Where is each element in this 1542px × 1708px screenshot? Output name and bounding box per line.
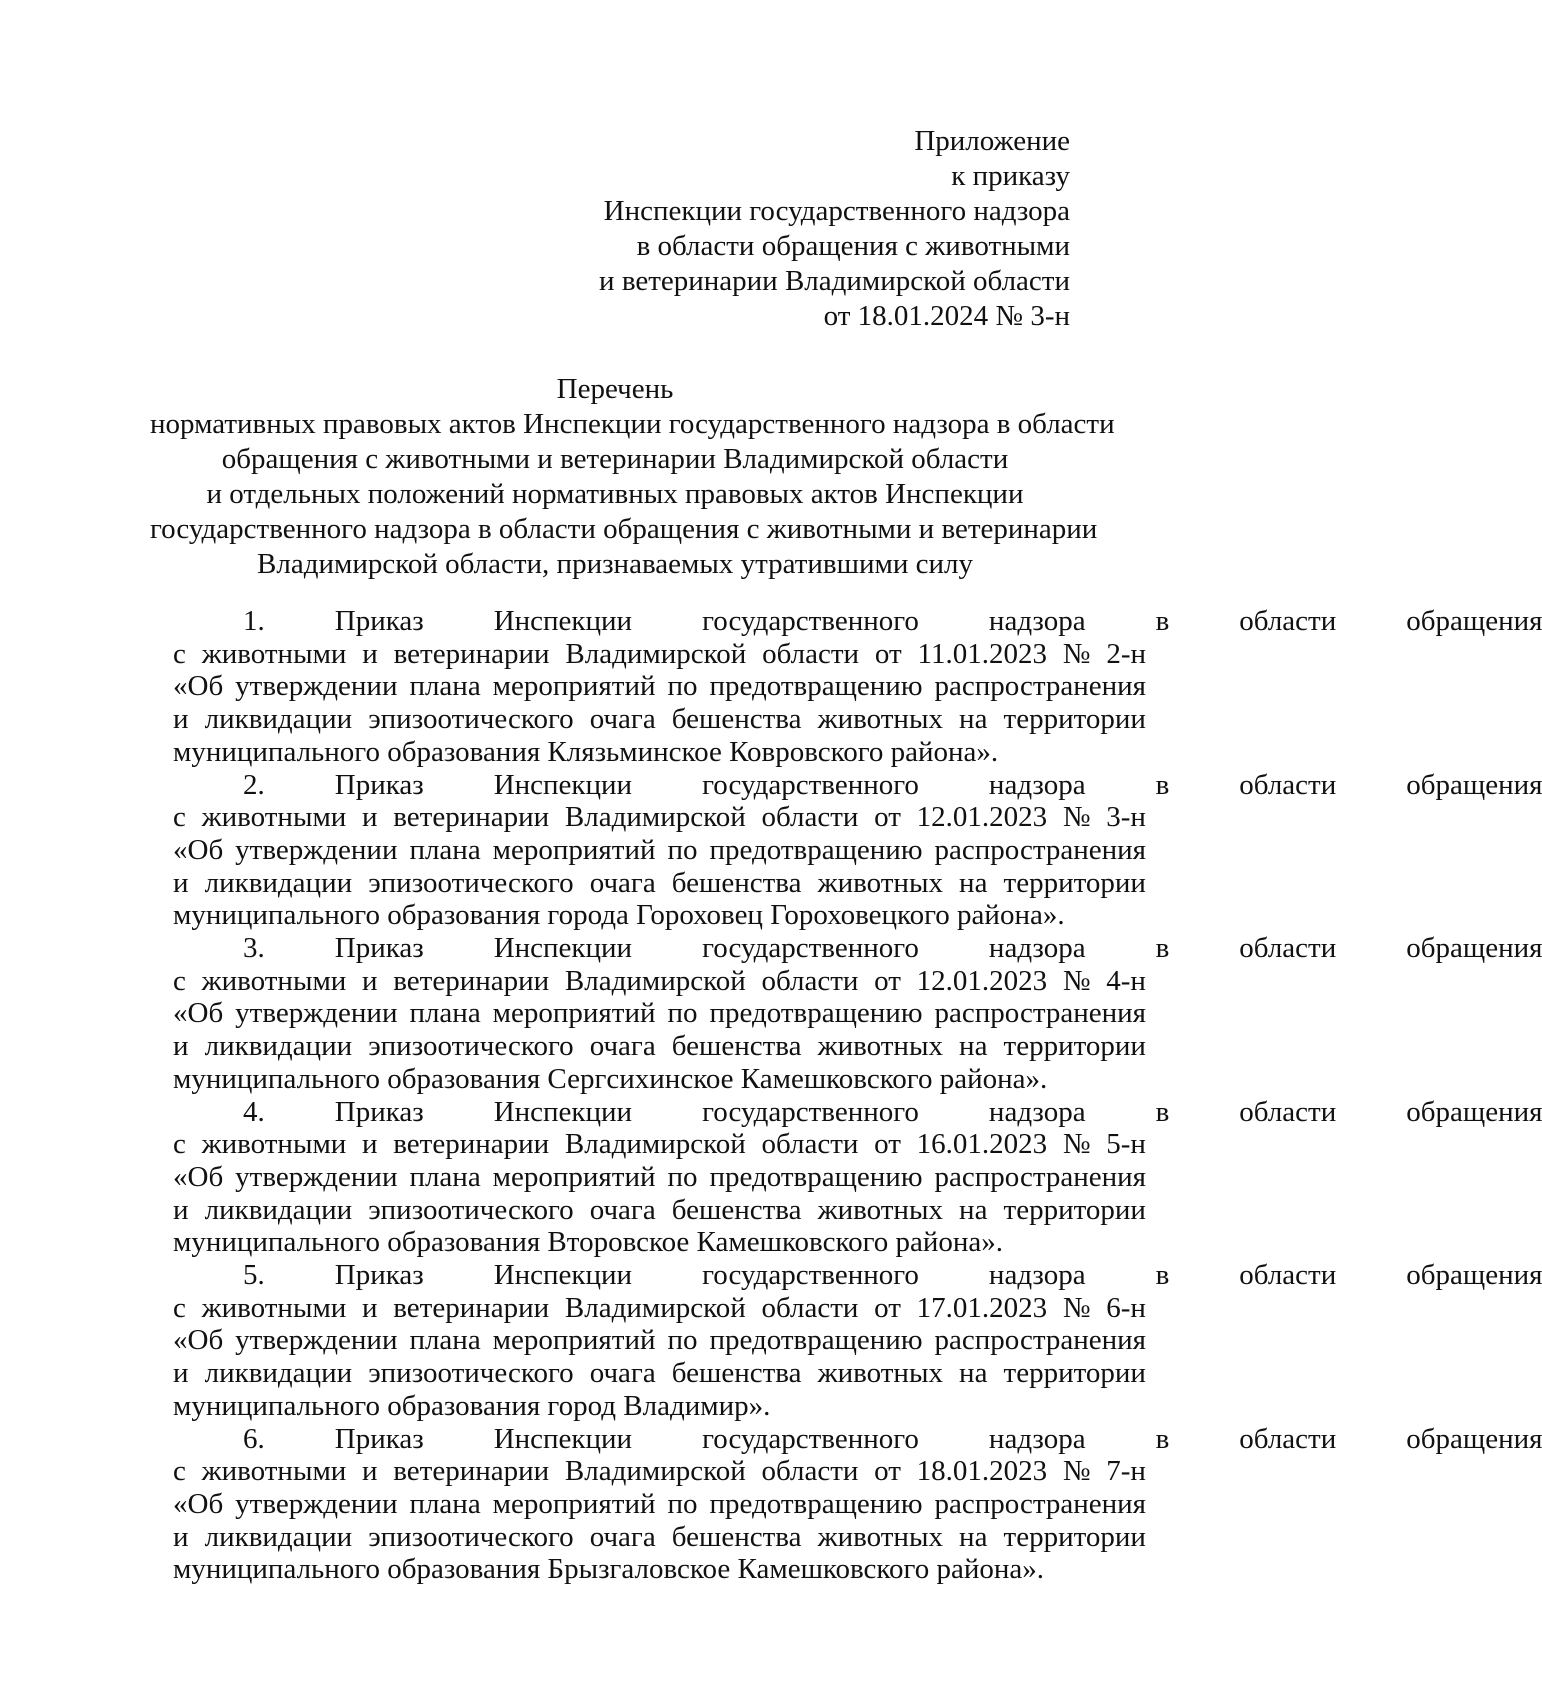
appendix-line: к приказу	[951, 160, 1070, 192]
document-title	[150, 372, 1115, 582]
item-line: и ликвидации эпизоотического очага бешенства животных на территории	[173, 1193, 1146, 1226]
item-line: и ликвидации эпизоотического очага бешенства животных на территории	[173, 703, 1146, 736]
item-line: 5. Приказ Инспекции государственного надзора в области обращения	[243, 1259, 1542, 1292]
appendix-line: Инспекции государственного надзора	[603, 195, 1070, 227]
title-line: и отдельных положений нормативных правовых актов Инспекции	[206, 478, 1024, 510]
list-of-acts	[173, 605, 1542, 1586]
item-line: 4. Приказ Инспекции государственного надзора в области обращения	[243, 1095, 1542, 1128]
list-item	[173, 1259, 1542, 1423]
item-line: 6. Приказ Инспекции государственного надзора в области обращения	[243, 1422, 1542, 1455]
item-line: с животными и ветеринарии Владимирской области от 16.01.2023 № 5-н	[173, 1128, 1146, 1161]
item-line: муниципального образования Клязьминское Ковровского района».	[173, 735, 999, 768]
appendix-line: Приложение	[914, 125, 1070, 157]
item-line: «Об утверждении плана мероприятий по предотвращению распространения	[173, 1487, 1146, 1520]
item-line: муниципального образования Второвское Камешковского района».	[173, 1226, 1004, 1259]
item-line: с животными и ветеринарии Владимирской области от 18.01.2023 № 7-н	[173, 1455, 1146, 1488]
title-line: нормативных правовых актов Инспекции государственного надзора в области	[150, 408, 1115, 440]
list-item	[173, 932, 1542, 1096]
item-line: «Об утверждении плана мероприятий по предотвращению распространения	[173, 833, 1146, 866]
appendix-line: в области обращения с животными	[636, 230, 1070, 262]
title-line: Перечень	[556, 373, 674, 405]
item-line: муниципального образования город Владимир».	[173, 1389, 771, 1422]
item-line: и ликвидации эпизоотического очага бешенства животных на территории	[173, 1030, 1146, 1063]
list-item	[173, 605, 1542, 769]
item-line: с животными и ветеринарии Владимирской области от 17.01.2023 № 6-н	[173, 1291, 1146, 1324]
title-line: государственного надзора в области обращения с животными и ветеринарии	[150, 513, 1098, 545]
item-line: «Об утверждении плана мероприятий по предотвращению распространения	[173, 1324, 1146, 1357]
item-line: «Об утверждении плана мероприятий по предотвращению распространения	[173, 670, 1146, 703]
list-item	[173, 1422, 1542, 1587]
list-item	[173, 1095, 1542, 1260]
appendix-line: от 18.01.2024 № 3-н	[823, 300, 1070, 332]
appendix-line: и ветеринарии Владимирской области	[599, 265, 1070, 297]
item-line: 3. Приказ Инспекции государственного надзора в области обращения	[243, 932, 1542, 965]
title-line: обращения с животными и ветеринарии Владимирской области	[221, 443, 1009, 475]
title-line: Владимирской области, признаваемых утратившими силу	[257, 548, 973, 580]
item-line: «Об утверждении плана мероприятий по предотвращению распространения	[173, 997, 1146, 1030]
item-line: «Об утверждении плана мероприятий по предотвращению распространения	[173, 1160, 1146, 1193]
item-line: и ликвидации эпизоотического очага бешенства животных на территории	[173, 1357, 1146, 1390]
item-line: с животными и ветеринарии Владимирской области от 12.01.2023 № 4-н	[173, 964, 1146, 997]
appendix-header	[599, 124, 1070, 334]
item-line: муниципального образования города Гороховец Гороховецкого района».	[173, 899, 1065, 932]
item-line: с животными и ветеринарии Владимирской области от 11.01.2023 № 2-н	[173, 637, 1146, 670]
item-line: муниципального образования Брызгаловское Камешковского района».	[173, 1553, 1044, 1586]
item-line: с животными и ветеринарии Владимирской области от 12.01.2023 № 3-н	[173, 801, 1146, 834]
item-line: и ликвидации эпизоотического очага бешенства животных на территории	[173, 1520, 1146, 1553]
item-line: 1. Приказ Инспекции государственного надзора в области обращения	[243, 605, 1542, 637]
item-line: 2. Приказ Инспекции государственного надзора в области обращения	[243, 768, 1542, 801]
list-item	[173, 768, 1542, 933]
item-line: и ликвидации эпизоотического очага бешенства животных на территории	[173, 866, 1146, 899]
item-line: муниципального образования Сергсихинское Камешковского района».	[173, 1062, 1048, 1095]
